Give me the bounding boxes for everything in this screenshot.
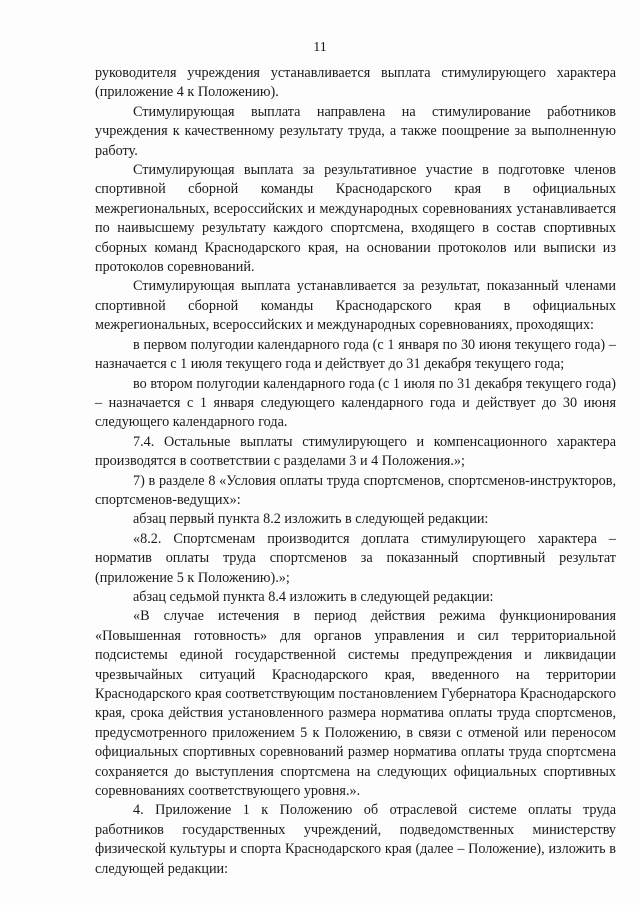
- paragraph: в первом полугодии календарного года (с 1 января по 30 июня текущего года) – назначается с 1 июля текущего года и действует до 31 декабря текущего года;: [95, 336, 616, 373]
- paragraph: 4. Приложение 1 к Положению об отраслевой системе оплаты труда работников государственных учреждений, подведомственных министерству физической культуры и спорта Краснодарского края (далее – Положение), изложить в следующей редакции:: [95, 802, 616, 877]
- paragraph: 7) в разделе 8 «Условия оплаты труда спортсменов, спортсменов-инструкторов, спортсменов-ведущих»:: [95, 472, 616, 508]
- paragraph: руководителя учреждения устанавливается выплата стимулирующего характера (приложение 4 к Положению).: [95, 65, 616, 101]
- paragraph: 7.4. Остальные выплаты стимулирующего и компенсационного характера производятся в соответствии с разделами 3 и 4 Положения.»;: [95, 433, 616, 470]
- paragraph: абзац первый пункта 8.2 изложить в следующей редакции:: [133, 511, 489, 528]
- paragraph: Стимулирующая выплата за результативное участие в подготовке членов спортивной сборной команды Краснодарского края в официальных межрегиональных, всероссийских и международных соревнованиях устанавливается по наивысшему результату каждого спортсмена, входящего в состав спортивных сборных команд Краснодарского края, на основании протоколов или выписки из протоколов соревнований.: [95, 162, 616, 276]
- page-number: 11: [313, 40, 327, 55]
- paragraph: во втором полугодии календарного года (с 1 июля по 31 декабря текущего года) – назначается с 1 января следующего календарного года и действует до 30 июня следующего календарного года.: [95, 375, 616, 431]
- document-body: [95, 64, 616, 879]
- paragraph: Стимулирующая выплата направлена на стимулирование работников учреждения к качественному результату труда, а также поощрение за выполненную работу.: [95, 103, 616, 159]
- paragraph: «В случае истечения в период действия режима функционирования «Повышенная готовность» для органов управления и сил территориальной подсистемы единой государственной системы предупреждения и ликвидации чрезвычайных ситуаций Краснодарского края, введенного на территории Краснодарского края соответствующим постановлением Губернатора Краснодарского края, срока действия установленного размера норматива оплаты труда спортсменов, предусмотренного приложением 5 к Положению, в связи с отменой или переносом официальных спортивных соревнований размер норматива оплаты труда спортсмена сохраняется до выступления спортсмена на следующих официальных спортивных соревнованиях соответствующего уровня.».: [95, 608, 616, 800]
- paragraph: Стимулирующая выплата устанавливается за результат, показанный членами спортивной сборной команды Краснодарского края в официальных межрегиональных, всероссийских и международных соревнованиях, проходящих:: [95, 278, 616, 334]
- paragraph: «8.2. Спортсменам производится доплата стимулирующего характера – норматив оплаты труда спортсменов за показанный спортивный результат (приложение 5 к Положению).»;: [95, 530, 616, 586]
- paragraph: абзац седьмой пункта 8.4 изложить в следующей редакции:: [133, 588, 494, 605]
